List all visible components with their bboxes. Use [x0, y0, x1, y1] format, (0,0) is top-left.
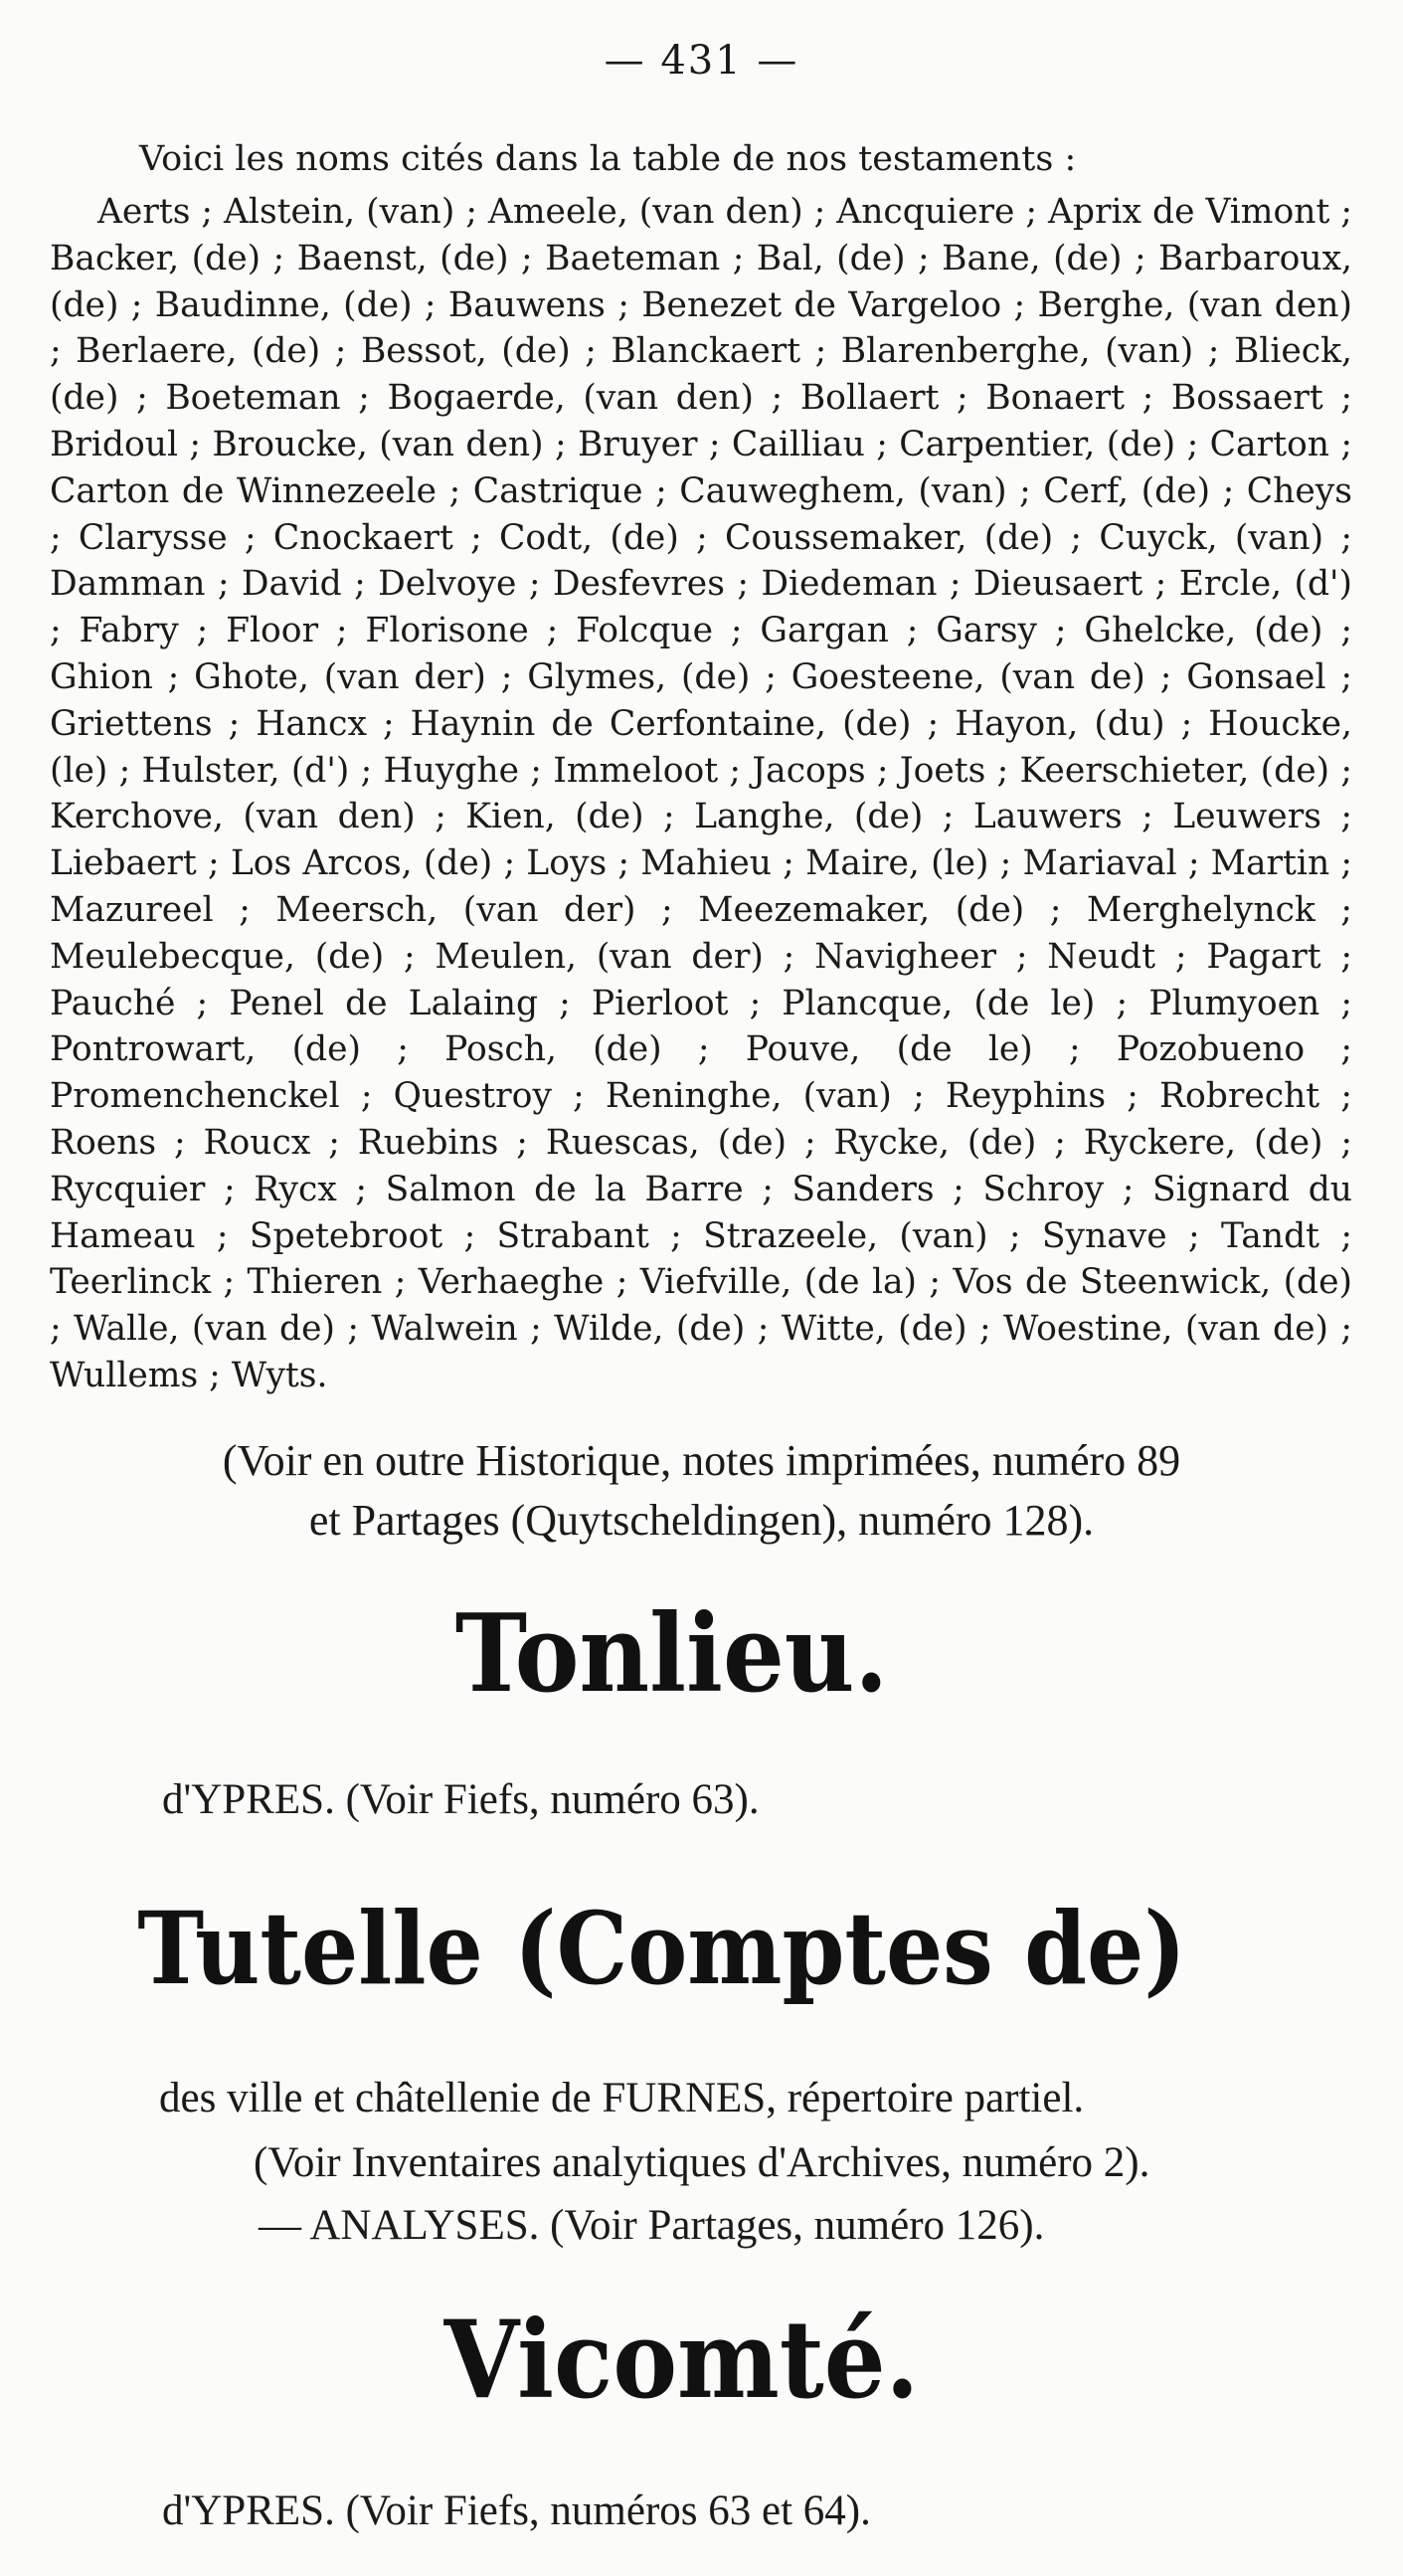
heading-vicomte: Vicomté. [443, 2298, 920, 2423]
note-line-1: (Voir en outre Historique, notes imprimées, numéro 89 [222, 1436, 1181, 1485]
intro-line: Voici les noms cités dans la table de nos testaments : [139, 139, 1077, 179]
tutelle-line-1: des ville et châtellenie de FURNES, répertoire partiel. [159, 2075, 1085, 2121]
page-number: — 431 — [604, 38, 799, 84]
heading-tonlieu: Tonlieu. [454, 1591, 889, 1717]
heading-tutelle: Tutelle (Comptes de) [137, 1890, 1186, 2007]
vicomte-text: d'YPRES. (Voir Fiefs, numéros 63 et 64). [162, 2487, 871, 2534]
tutelle-line-3: — ANALYSES. (Voir Partages, numéro 126). [259, 2202, 1045, 2249]
tonlieu-text: d'YPRES. (Voir Fiefs, numéro 63). [162, 1776, 760, 1823]
names-list: Aerts ; Alstein, (van) ; Ameele, (van den) ; Ancquiere ; Aprix de Vimont ; Backer, (de) ; Baenst, (de) ; Baeteman ; Bal, (de) ; Bane, (de) ; Barbaroux, (de) ; Baudinne, (de) ; Bauwens ; Benezet de Vargeloo ; Berghe, (van den) ; Berlaere, (de) ; Bessot, (de) ; Blanckaert ; Blarenberghe, (van) ; Blieck, (de) ; Boeteman ; Bogaerde, (van den) ; Bollaert ; Bonaert ; Bossaert ; Bridoul ; Broucke, (van den) ; Bruyer ; Cailliau ; Carpentier, (de) ; Carton ; Carton de Winnezeele ; Castrique ; Cauweghem, (van) ; Cerf, (de) ; Cheys ; Clarysse ; Cnockaert ; Codt, (de) ; Coussemaker, (de) ; Cuyck, (van) ; Damman ; David ; Delvoye ; Desfevres ; Diedeman ; Dieusaert ; Ercle, (d') ; Fabry ; Floor ; Florisone ; Folcque ; Gargan ; Garsy ; Ghelcke, (de) ; Ghion ; Ghote, (van der) ; Glymes, (de) ; Goesteene, (van de) ; Gonsael ; Griettens ; Hancx ; Haynin de Cerfontaine, (de) ; Hayon, (du) ; Houcke, (le) ; Hulster, (d') ; Huyghe ; Immeloot ; Jacops ; Joets ; Keerschieter, (de) ; Kerchove, (van den) ; Kien, (de) ; Langhe, (de) ; Lauwers ; Leuwers ; Liebaert ; Los Arcos, (de) ; Loys ; Mahieu ; Maire, (le) ; Mariaval ; Martin ; Mazureel ; Meersch, (van der) ; Meezemaker, (de) ; Merghelynck ; Meulebecque, (de) ; Meulen, (van der) ; Navigheer ; Neudt ; Pagart ; Pauché ; Penel de Lalaing ; Pierloot ; Plancque, (de le) ; Plumyoen ; Pontrowart, (de) ; Posch, (de) ; Pouve, (de le) ; Pozobueno ; Promenchenckel ; Questroy ; Reninghe, (van) ; Reyphins ; Robrecht ; Roens ; Roucx ; Ruebins ; Ruescas, (de) ; Rycke, (de) ; Ryckere, (de) ; Rycquier ; Rycx ; Salmon de la Barre ; Sanders ; Schroy ; Signard du Hameau ; Spetebroot ; Strabant ; Strazeele, (van) ; Synave ; Tandt ; Teerlinck ; Thieren ; Verhaeghe ; Viefville, (de la) ; Vos de Steenwick, (de) ; Walle, (van de) ; Walwein ; Wilde, (de) ; Witte, (de) ; Woestine, (van de) ; Wullems ; Wyts. [50, 192, 1352, 1395]
tutelle-line-2: (Voir Inventaires analytiques d'Archives, numéro 2). [254, 2139, 1150, 2186]
note-line-2: et Partages (Quytscheldingen), numéro 128). [308, 1496, 1095, 1545]
